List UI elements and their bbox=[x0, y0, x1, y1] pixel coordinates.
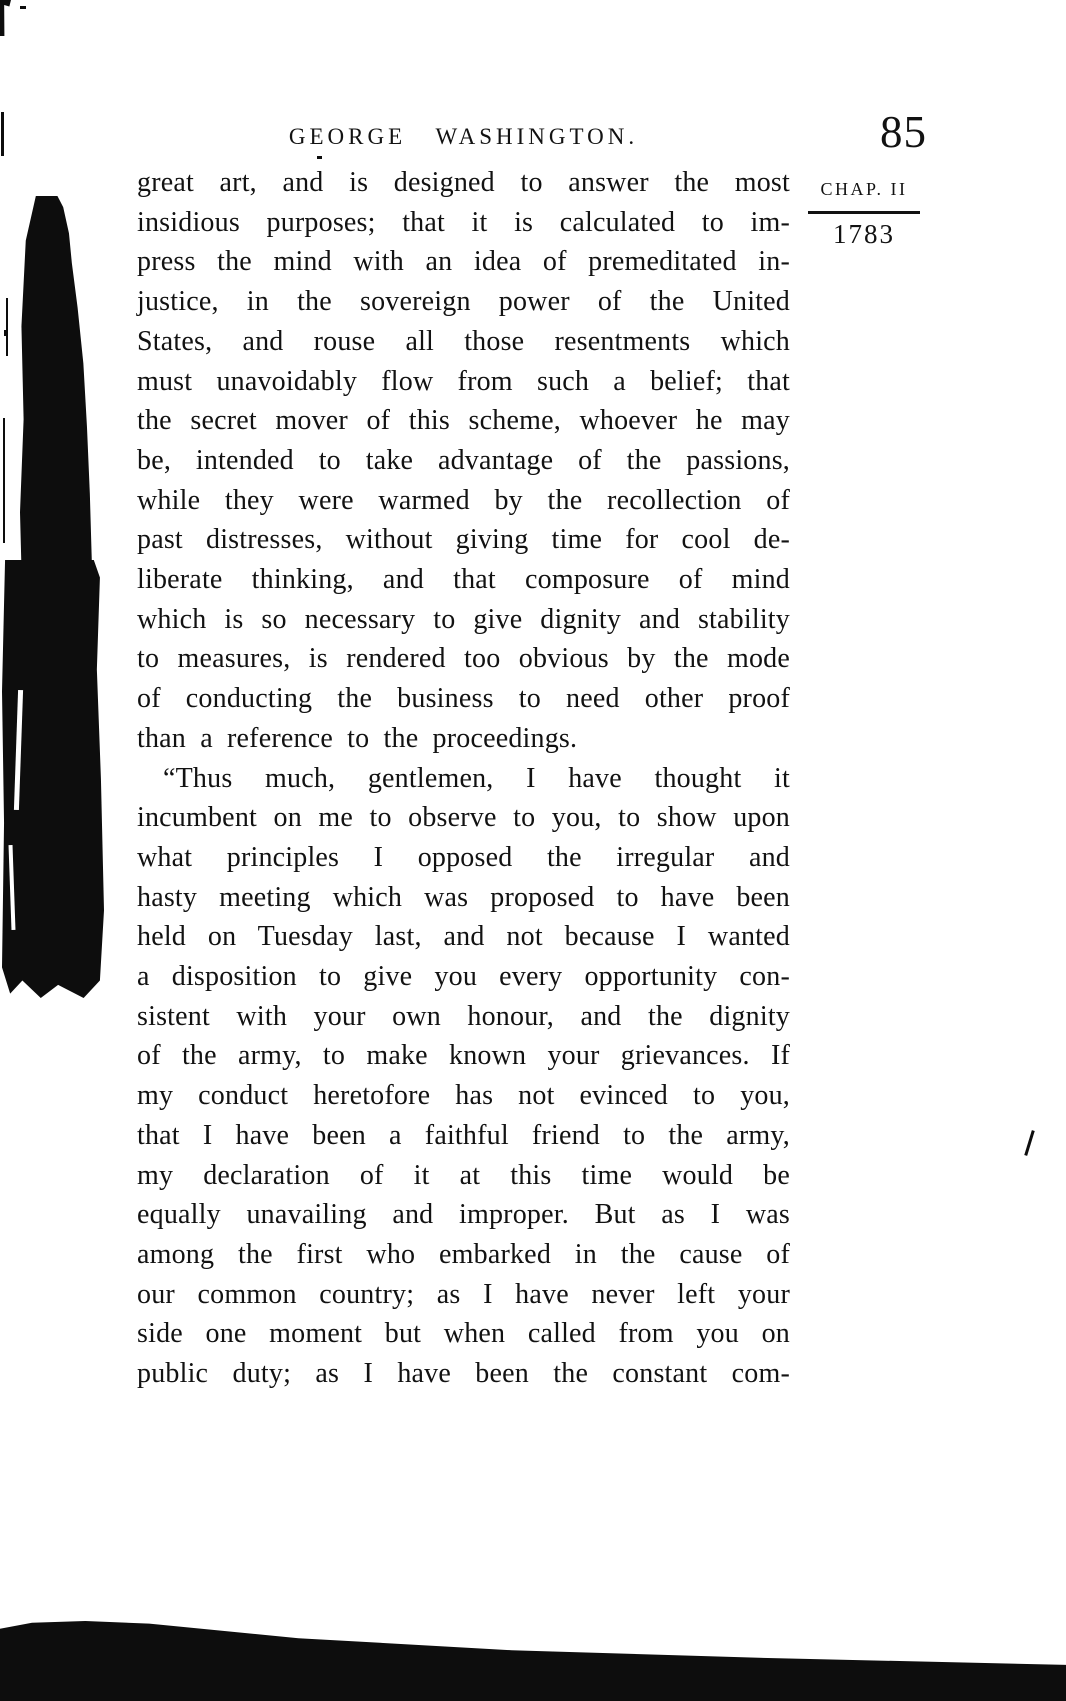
text-line: of the army, to make known your grievances. If bbox=[137, 1040, 790, 1072]
text-line: my conduct heretofore has not evinced to you, bbox=[137, 1080, 790, 1112]
text-line: liberate thinking, and that composure of mind bbox=[137, 564, 790, 596]
text-line: press the mind with an idea of premeditated in- bbox=[137, 246, 790, 278]
text-line: justice, in the sovereign power of the United bbox=[137, 286, 790, 318]
text-line: side one moment but when called from you on bbox=[137, 1318, 790, 1350]
paragraph bbox=[137, 163, 790, 759]
text-line: public duty; as I have been the constant com- bbox=[137, 1358, 790, 1390]
scan-artifact-left-blob-upper bbox=[20, 196, 92, 568]
text-line: incumbent on me to observe to you, to show upon bbox=[137, 802, 790, 834]
scan-artifact-speck bbox=[317, 156, 322, 159]
margin-year-label: 1783 bbox=[833, 219, 895, 249]
text-line: a disposition to give you every opportunity con- bbox=[137, 961, 790, 993]
text-line: be, intended to take advantage of the passions, bbox=[137, 444, 790, 476]
page-number: 85 bbox=[880, 107, 927, 157]
text-line: “Thus much, gentlemen, I have thought it bbox=[163, 762, 790, 794]
text-line: what principles I opposed the irregular and bbox=[137, 841, 790, 873]
scan-artifact-speck bbox=[4, 330, 7, 336]
scan-artifact-edge-line bbox=[1, 112, 4, 156]
scan-artifact-corner-mark bbox=[0, 0, 11, 36]
text-line: past distresses, without giving time for cool de- bbox=[137, 524, 790, 556]
text-line: equally unavailing and improper. But as I was bbox=[137, 1199, 790, 1231]
scan-artifact-backslash bbox=[1024, 1130, 1034, 1156]
scan-artifact-speck bbox=[20, 6, 26, 9]
text-line: States, and rouse all those resentments which bbox=[137, 325, 790, 357]
scan-artifact-bottom-bar bbox=[0, 1615, 1066, 1701]
text-line: among the first who embarked in the cause of bbox=[137, 1238, 790, 1270]
text-line: must unavoidably flow from such a belief; that bbox=[137, 365, 790, 397]
text-line: which is so necessary to give dignity and stability bbox=[137, 603, 790, 635]
text-line: that I have been a faithful friend to the army, bbox=[137, 1119, 790, 1151]
text-line: my declaration of it at this time would be bbox=[137, 1159, 790, 1191]
text-line: while they were warmed by the recollection of bbox=[137, 484, 790, 516]
text-line: sistent with your own honour, and the dignity bbox=[137, 1000, 790, 1032]
scan-artifact-scratch bbox=[3, 418, 5, 543]
margin-chapter-label: CHAP. II bbox=[820, 179, 908, 199]
paragraph bbox=[137, 759, 790, 1394]
text-line: our common country; as I have never left your bbox=[137, 1278, 790, 1310]
text-line: insidious purposes; that it is calculated to im- bbox=[137, 206, 790, 238]
running-header: GEORGE WASHINGTON. bbox=[288, 124, 639, 149]
margin-notes bbox=[804, 179, 924, 250]
text-line: great art, and is designed to answer the most bbox=[137, 167, 790, 198]
text-line: hasty meeting which was proposed to have been bbox=[137, 881, 790, 913]
scan-artifact-scratch bbox=[6, 298, 8, 356]
text-line: held on Tuesday last, and not because I wanted bbox=[137, 921, 790, 953]
margin-rule bbox=[808, 211, 920, 214]
text-line: the secret mover of this scheme, whoever he may bbox=[137, 405, 790, 437]
text-line: to measures, is rendered too obvious by the mode bbox=[137, 643, 790, 675]
body-text bbox=[137, 163, 790, 1394]
text-line: than a reference to the proceedings. bbox=[137, 722, 578, 754]
text-line: of conducting the business to need other proof bbox=[137, 683, 790, 715]
